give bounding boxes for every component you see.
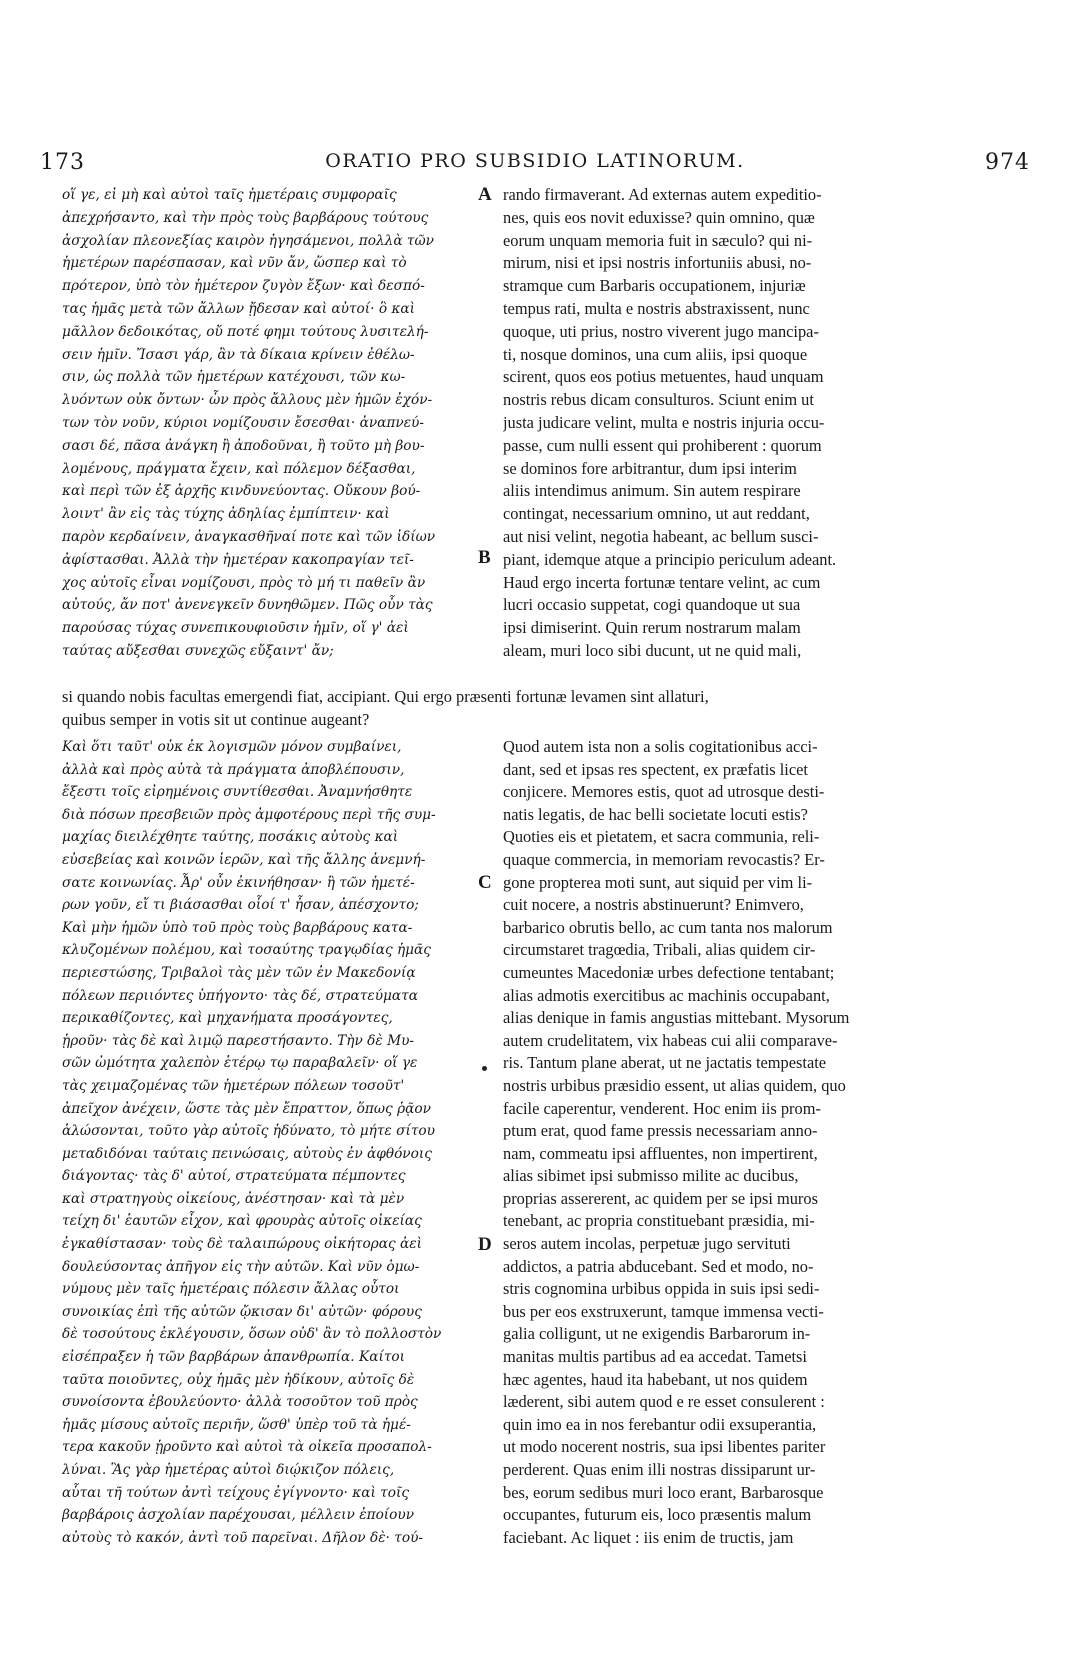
text-line: δὲ τοσούτους ἐκλέγουσιν, ὅσων οὐδ' ἂν τὸ πολλοστὸν: [62, 1326, 442, 1343]
text-line: conjicere. Memores estis, quot ad utrosque desti-: [503, 782, 825, 802]
text-line: ἀφίστασθαι. Ἀλλὰ τὴν ἡμετέραν κακοπραγίαν τεῖ-: [62, 551, 414, 568]
text-line: hæc agentes, haud ita habebant, ut nos quidem: [503, 1369, 808, 1389]
text-line: occupantes, futurum eis, loco præsentis malum: [503, 1505, 812, 1525]
text-line: nam, commeatu ipsi affluentes, non impertirent,: [503, 1143, 818, 1163]
text-line: quibus semper in votis sit ut continue augeant?: [62, 709, 370, 729]
text-line: μᾶλλον δεδοικότας, οὔ ποτέ φημι τούτους λυσιτελή-: [62, 323, 429, 340]
text-line: σιν, ὡς πολλὰ τῶν ἡμετέρων κατέχουσι, τῶν κω-: [62, 369, 406, 386]
text-line: nostris urbibus præsidio essent, ut alias quidem, quo: [503, 1075, 846, 1095]
text-line: νύμους μὲν ταῖς ἡμετέραις πόλεσιν ἄλλας οὗτοι: [62, 1281, 400, 1298]
text-line: λυόντων οὐκ ὄντων· ὧν πρὸς ἄλλους μὲν ἡμῶν ἐχόν-: [62, 392, 433, 409]
margin-marker-d: D: [478, 1234, 492, 1255]
text-line: dant, sed et ipsas res spectent, ex præfatis licet: [503, 759, 808, 779]
greek-column-section-1: [62, 184, 486, 663]
text-line: τας ἡμᾶς μετὰ τῶν ἄλλων ᾔδεσαν καὶ αὐτοί· ὃ καὶ: [62, 300, 416, 317]
text-line: quin imo ea in nos ferebantur odii exsuperantia,: [503, 1414, 817, 1434]
text-line: facile caperentur, venderent. Hoc enim iis prom-: [503, 1098, 821, 1118]
text-line: ἀπεχρήσαντο, καὶ τὴν πρὸς τοὺς βαρβάρους τούτους: [62, 209, 429, 226]
text-line: των τὸν νοῦν, κύριοι νομίζουσιν ἔσεσθαι· ἀναπνεύ-: [62, 414, 424, 431]
text-line: alias admotis exercitibus ac machinis occupabant,: [503, 985, 830, 1005]
text-line: cumeuntes Macedoniæ urbes defectione tentabant;: [503, 962, 835, 982]
text-line: rando firmaverant. Ad externas autem expeditio-: [503, 185, 822, 204]
text-line: σειν ἡμῖν. Ἴσασι γάρ, ἂν τὰ δίκαια κρίνειν ἐθέλω-: [62, 346, 415, 363]
text-line: justa judicare velint, multa e nostris injuria occu-: [503, 412, 825, 432]
text-line: eorum unquam memoria fuit in sæculo? qui ni-: [503, 230, 813, 250]
text-line: galia colligunt, ut ne exigendis Barbarorum in-: [503, 1324, 811, 1344]
text-line: πόλεων περιιόντες ὑπήγοντο· τὰς δέ, στρατεύματα: [62, 987, 418, 1004]
text-line: bus per eos exstruxerunt, tamque immensa vecti-: [503, 1301, 824, 1321]
text-line: ἁλώσονται, τοῦτο γὰρ αὐτοῖς ἡδύνατο, τὸ μήτε σίτου: [62, 1123, 435, 1140]
text-line: ti, nosque dominos, una cum aliis, ipsi quoque: [503, 344, 808, 364]
text-line: contingat, necessarium omnino, ut aut reddant,: [503, 504, 810, 524]
text-line: τὰς χειμαζομένας τῶν ἡμετέρων πόλεων τοσοῦτ': [62, 1077, 405, 1094]
page-title: ORATIO PRO SUBSIDIO LATINORUM.: [325, 150, 745, 172]
text-line: mirum, nisi et ipsi nostris infortuniis abusi, no-: [503, 253, 812, 273]
latin-column-section-1: [503, 184, 1019, 663]
text-line: σῶν ὠμότητα χαλεπὸν ἑτέρῳ τῳ παραβαλεῖν· οἵ γε: [62, 1055, 418, 1072]
text-line: ᾑροῦν· τὰς δὲ καὶ λιμῷ παρεστήσαντο. Τὴν δὲ Μυ-: [62, 1032, 415, 1049]
text-line: διάγοντας· τὰς δ' αὐτοί, στρατεύματα πέμποντες: [62, 1168, 406, 1185]
text-line: Haud ergo incerta fortunæ tentare velint, ac cum: [503, 572, 821, 592]
text-line: τείχη δι' ἑαυτῶν εἶχον, καὶ φρουρὰς αὐτοῖς οἰκείας: [62, 1213, 422, 1230]
text-line: κλυζομένων πολέμου, καὶ τοσαύτης τραγῳδίας ἡμᾶς: [62, 942, 431, 959]
text-line: παρὸν κερδαίνειν, ἀναγκασθῆναί ποτε καὶ τῶν ἰδίων: [62, 528, 436, 545]
text-line: Καὶ μὴν ἡμῶν ὑπὸ τοῦ πρὸς τοὺς βαρβάρους κατα-: [62, 919, 413, 936]
greek-column-section-2: [62, 736, 486, 1549]
text-line: natis legatis, de hac belli societate locuti estis?: [503, 804, 808, 824]
running-header: [40, 150, 1030, 180]
text-line: ταῦτα ποιοῦντες, οὐχ ἡμᾶς μὲν ἠδίκουν, αὐτοῖς δὲ: [62, 1371, 415, 1388]
text-line: Quod autem ista non a solis cogitationibus acci-: [503, 737, 818, 756]
text-line: συνοικίας ἐπὶ τῆς αὐτῶν ᾤκισαν δι' αὐτῶν· φόρους: [62, 1303, 422, 1320]
text-line: περικαθίζοντες, καὶ μηχανήματα προσάγοντες,: [62, 1010, 393, 1027]
text-line: barbarico obrutis bello, ac cum tanta nos malorum: [503, 917, 833, 937]
latin-column-section-2: [503, 736, 1019, 1549]
text-line: ἀλλὰ καὶ πρὸς αὐτὰ τὰ πράγματα ἀποβλέπουσιν,: [62, 761, 405, 778]
text-line: καὶ περὶ τῶν ἐξ ἀρχῆς κινδυνεύοντας. Οὔκουν βού-: [62, 483, 421, 500]
text-line: βαρβάροις ἀσχολίαν παρέχουσαι, μέλλειν ἐποίουν: [62, 1507, 415, 1524]
text-line: αὐτούς, ἄν ποτ' ἀνενεγκεῖν δυνηθῶμεν. Πῶς οὖν τὰς: [62, 597, 433, 614]
text-line: bes, eorum sedibus muri loco erant, Barbarosque: [503, 1482, 824, 1502]
text-line: aut nisi velint, negotia habeant, ac bellum susci-: [503, 526, 819, 546]
text-line: perderent. Quas enim illi nostras dissiparunt ur-: [503, 1460, 816, 1479]
text-line: cuit nocere, a nostris abstinuerunt? Enimvero,: [503, 895, 804, 915]
text-line: παρούσας τύχας συνεπικουφιοῦσιν ἡμῖν, οἵ γ' ἀεὶ: [62, 620, 409, 637]
text-line: σασι δέ, πᾶσα ἀνάγκη ἢ ἀποδοῦναι, ἢ τοῦτο μὴ βου-: [62, 437, 425, 454]
text-line: læderent, sibi autem quod e re esset consulerent :: [503, 1392, 825, 1412]
text-line: circumstaret tragœdia, Tribali, alias quidem cir-: [503, 940, 816, 960]
text-line: addictos, a patria abducebant. Sed et modo, no-: [503, 1256, 814, 1276]
text-line: manitas multis partibus ad ea accedat. Tametsi: [503, 1347, 807, 1367]
text-line: aliis intendimus animum. Sin autem respirare: [503, 481, 801, 501]
text-line: λοιντ' ἂν εἰς τὰς τύχης ἀδηλίας ἐμπίπτειν· καὶ: [62, 506, 390, 523]
page-number-left: 173: [40, 150, 85, 175]
text-line: ut modo nocerent nostris, sua ipsi libentes pariter: [503, 1437, 826, 1457]
text-line: ἡμᾶς μίσους αὐτοῖς περιῆν, ὥσθ' ὑπὲρ τοῦ τὰ ἡμέ-: [62, 1416, 411, 1433]
text-line: stramque cum Barbaris occupationem, injuriæ: [503, 276, 806, 296]
text-line: autem crudelitatem, vix habeas cui alii comparave-: [503, 1030, 838, 1050]
text-line: stris cognomina urbibus oppida in suis ipsi sedi-: [503, 1279, 820, 1299]
text-line: lucri occasio suppetat, cogi quandoque ut sua: [503, 595, 801, 615]
text-line: passe, cum nulli essent qui prohiberent : quorum: [503, 435, 822, 455]
text-line: πρότερον, ὑπὸ τὸν ἡμέτερον ζυγὸν ἔξων· καὶ δεσπό-: [62, 278, 425, 295]
text-line: tempus rati, multa e nostris abstraxissent, nunc: [503, 298, 810, 318]
text-line: se dominos fore arbitrantur, dum ipsi interim: [503, 458, 797, 478]
text-line: quaque commercia, in memoriam revocastis? Er-: [503, 849, 825, 869]
text-line: μεταδιδόναι ταύταις πεινώσαις, αὐτοὺς ἐν ἀφθόνοις: [62, 1145, 432, 1162]
text-line: alias denique in famis angustias mittebant. Mysorum: [503, 1008, 850, 1028]
margin-marker-b: B: [478, 547, 491, 568]
text-line: ἀσχολίαν πλεονεξίας καιρὸν ἡγησάμενοι, πολλὰ τῶν: [62, 232, 434, 249]
text-line: tenebant, ac propria constituebant præsidia, mi-: [503, 1211, 815, 1231]
text-line: αὐτοὺς τὸ κακόν, ἀντὶ τοῦ παρεῖναι. Δῆλον δὲ· τού-: [62, 1529, 424, 1546]
latin-bridge-lines: [62, 686, 1022, 732]
text-line: si quando nobis facultas emergendi fiat, accipiant. Qui ergo præsenti fortunæ levamen sint allaturi,: [62, 687, 709, 706]
text-line: ris. Tantum plane aberat, ut ne jactatis tempestate: [503, 1053, 827, 1073]
margin-marker-a: A: [478, 184, 492, 205]
text-line: διὰ πόσων πρεσβειῶν πρὸς ἀμφοτέρους περὶ τῆς συμ-: [62, 806, 436, 823]
text-line: οἵ γε, εἰ μὴ καὶ αὐτοὶ ταῖς ἡμετέραις συμφοραῖς: [62, 187, 397, 203]
text-line: proprias assererent, ac quidem per se ipsi muros: [503, 1188, 818, 1208]
text-line: nes, quis eos novit eduxisse? quin omnino, quæ: [503, 207, 815, 227]
text-line: faciebant. Ac liquet : iis enim de tructis, jam: [503, 1527, 794, 1547]
text-line: καὶ στρατηγοὺς οἰκείους, ἀνέστησαν· καὶ τὰ μὲν: [62, 1190, 405, 1207]
text-line: δουλεύσοντας ἀπῆγον εἰς τὴν αὐτῶν. Καὶ νῦν ὁμω-: [62, 1258, 420, 1275]
text-line: ptum erat, quod fame pressis necessariam anno-: [503, 1121, 818, 1141]
text-line: alias sibimet ipsi submisso milite ac ducibus,: [503, 1166, 799, 1186]
page-number-right: 974: [985, 150, 1030, 175]
text-line: ἐγκαθίστασαν· τοὺς δὲ ταλαιπώρους οἰκήτορας ἀεὶ: [62, 1236, 422, 1253]
text-line: μαχίας διειλέχθητε ταύτης, ποσάκις αὐτοὺς καὶ: [62, 829, 399, 846]
text-line: συνοίσοντα ἐβουλεύοντο· ἀλλὰ τοσοῦτον τοῦ πρὸς: [62, 1394, 418, 1411]
text-line: piant, idemque atque a principio periculum adeant.: [503, 549, 837, 569]
text-line: ἔξεστι τοῖς εἰρημένοις συντίθεσθαι. Ἀναμνήσθητε: [62, 784, 413, 801]
text-line: εἰσέπραξεν ἡ τῶν βαρβάρων ἀπανθρωπία. Καίτοι: [62, 1349, 406, 1366]
text-line: εὐσεβείας καὶ κοινῶν ἱερῶν, καὶ τῆς ἄλλης ἀνεμνή-: [62, 851, 426, 868]
text-line: χος αὐτοῖς εἶναι νομίζουσι, πρὸς τὸ μή τι παθεῖν ἂν: [62, 574, 426, 591]
text-line: τερα κακοῦν ᾑροῦντο καὶ αὐτοὶ τὰ οἰκεῖα προσαπολ-: [62, 1439, 432, 1456]
text-line: ρων γοῦν, εἴ τι βιάσασθαι οἷοί τ' ἦσαν, ἀπέσχοντο;: [62, 897, 419, 914]
text-line: gone propterea moti sunt, aut siquid per vim li-: [503, 872, 813, 892]
text-line: λομένους, πράγματα ἔχειν, καὶ πόλεμον δέξασθαι,: [62, 460, 416, 477]
margin-marker-c: C: [478, 872, 492, 893]
text-line: seros autem incolas, perpetuæ jugo servituti: [503, 1234, 791, 1254]
text-line: αὗται τῆ τούτων ἀντὶ τείχους ἐγίγνοντο· καὶ τοῖς: [62, 1484, 410, 1501]
text-line: scirent, quos eos potius metuentes, haud unquam: [503, 367, 824, 387]
text-line: aleam, muri loco sibi ducunt, ut ne quid mali,: [503, 640, 802, 660]
text-line: σατε κοινωνίας. Ἆρ' οὖν ἐκινήθησαν· ἢ τῶν ἡμετέ-: [62, 874, 415, 891]
text-line: nostris rebus dicam consulturos. Sciunt enim ut: [503, 390, 814, 410]
text-line: περιεστώσης, Τριβαλοὶ τὰς μὲν τῶν ἐν Μακεδονίᾳ: [62, 964, 416, 981]
text-line: Καὶ ὅτι ταῦτ' οὐκ ἐκ λογισμῶν μόνον συμβαίνει,: [62, 739, 402, 755]
text-line: ἡμετέρων παρέσπασαν, καὶ νῦν ἄν, ὥσπερ καὶ τὸ: [62, 255, 407, 272]
text-line: Quoties eis et pietatem, et sacra communia, reli-: [503, 827, 820, 847]
text-line: quoque, uti prius, nostro viverent jugo mancipa-: [503, 321, 819, 341]
text-line: ἀπεῖχον ἀνέχειν, ὥστε τὰς μὲν ἔπραττον, ὅπως ῥᾷον: [62, 1100, 431, 1117]
text-line: ταύτας αὔξεσθαι συνεχῶς εὔξαιντ' ἄν;: [62, 642, 334, 659]
text-line: ipsi dimiserint. Quin rerum nostrarum malam: [503, 618, 801, 638]
text-line: λύναι. Ἃς γὰρ ἡμετέρας αὐτοὶ διῴκιζον πόλεις,: [62, 1462, 395, 1478]
